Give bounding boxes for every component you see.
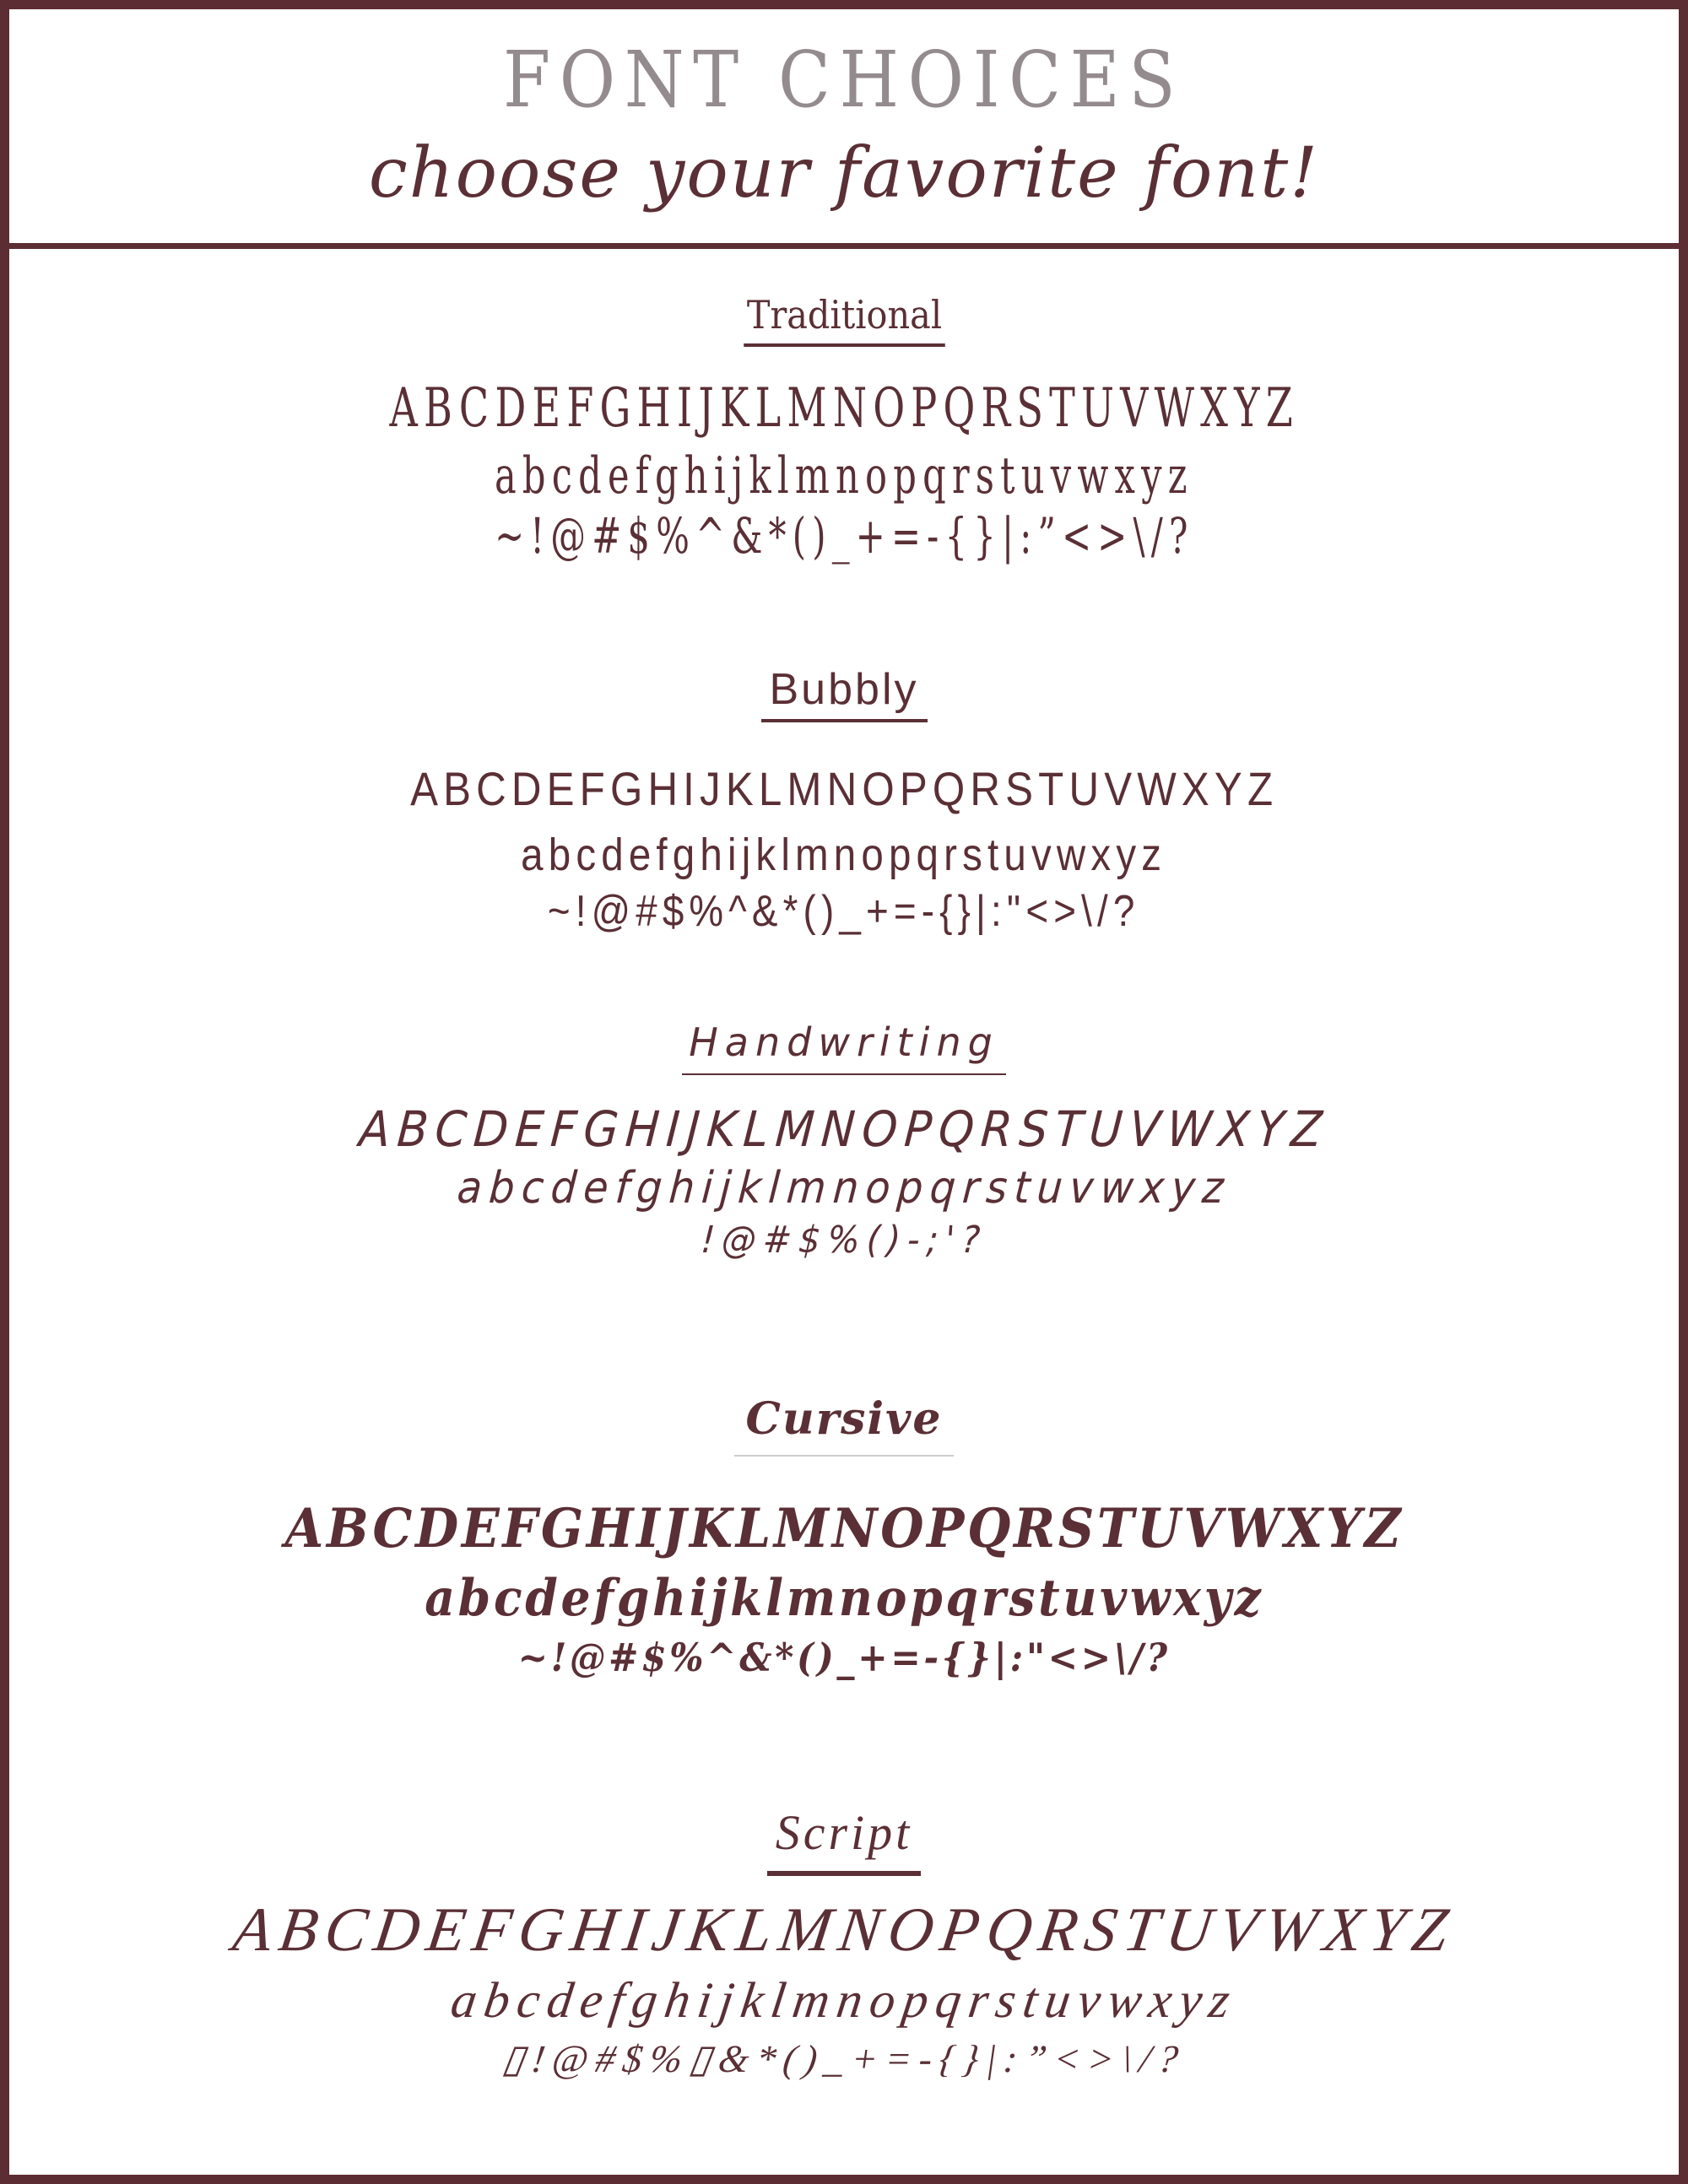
font-section-traditional (9, 291, 1679, 565)
uppercase-text: ABCDEFGHIJKLMNOPQRSTUVWXYZ (409, 762, 1279, 816)
section-title: Bubbly (761, 667, 928, 723)
section-heading (9, 1804, 1679, 1876)
font-section-script (9, 1804, 1679, 2082)
lowercase-sample (9, 828, 1679, 883)
header (9, 9, 1679, 249)
symbols-sample (9, 507, 1679, 565)
uppercase-sample (9, 1893, 1679, 1967)
font-section-bubbly (9, 664, 1679, 938)
symbols-text: ~!@#$%^&*()_+=-{}|:"<>\/? (548, 887, 1140, 937)
symbols-text: ▯!@#$%▯&*()_+=-{}|:”<>\/? (500, 2036, 1188, 2080)
section-heading (9, 1019, 1679, 1074)
uppercase-sample (9, 1100, 1679, 1158)
section-title: Handwriting (682, 1022, 1006, 1074)
symbols-sample (9, 1219, 1679, 1262)
lowercase-text: abcdefghijklmnopqrstuvwxyz (495, 446, 1193, 505)
lowercase-sample (9, 446, 1679, 506)
uppercase-text: ABCDEFGHIJKLMNOPQRSTUVWXYZ (284, 1497, 1404, 1561)
symbols-sample (9, 886, 1679, 938)
section-heading (9, 291, 1679, 347)
section-heading (9, 664, 1679, 723)
page-title-line (9, 35, 1679, 125)
lowercase-sample (9, 1163, 1679, 1214)
symbols-sample (9, 2035, 1679, 2082)
uppercase-sample (9, 761, 1679, 818)
lowercase-text: abcdefghijklmnopqrstuvwxyz (424, 1568, 1264, 1628)
symbols-text: !@#$%()-;'? (700, 1218, 988, 1262)
section-title: Script (767, 1808, 922, 1876)
symbols-text: ~!@#$%^&*()_+=-{}|:"<>\/? (517, 1635, 1171, 1681)
lowercase-text: abcdefghijklmnopqrstuvwxyz (455, 1163, 1233, 1214)
lowercase-sample (9, 1569, 1679, 1629)
section-title: Cursive (734, 1397, 955, 1457)
uppercase-text: ABCDEFGHIJKLMNOPQRSTUVWXYZ (389, 376, 1299, 440)
page-subtitle: choose your favorite font! (368, 133, 1320, 214)
uppercase-text: ABCDEFGHIJKLMNOPQRSTUVWXYZ (228, 1895, 1460, 1965)
font-section-handwriting (9, 1019, 1679, 1262)
uppercase-sample (9, 1497, 1679, 1562)
uppercase-text: ABCDEFGHIJKLMNOPQRSTUVWXYZ (357, 1100, 1331, 1158)
font-section-cursive (9, 1393, 1679, 1681)
page-title: FONT CHOICES (503, 35, 1185, 125)
lowercase-text: abcdefghijklmnopqrstuvwxyz (447, 1971, 1241, 2028)
uppercase-sample (9, 377, 1679, 441)
section-heading (9, 1393, 1679, 1457)
symbols-sample (9, 1635, 1679, 1680)
symbols-text: ~!@#$%^&*()_+=-{}|:”<>\/? (494, 507, 1194, 565)
section-title: Traditional (744, 295, 944, 347)
lowercase-sample (9, 1970, 1679, 2030)
lowercase-text: abcdefghijklmnopqrstuvwxyz (521, 830, 1167, 881)
